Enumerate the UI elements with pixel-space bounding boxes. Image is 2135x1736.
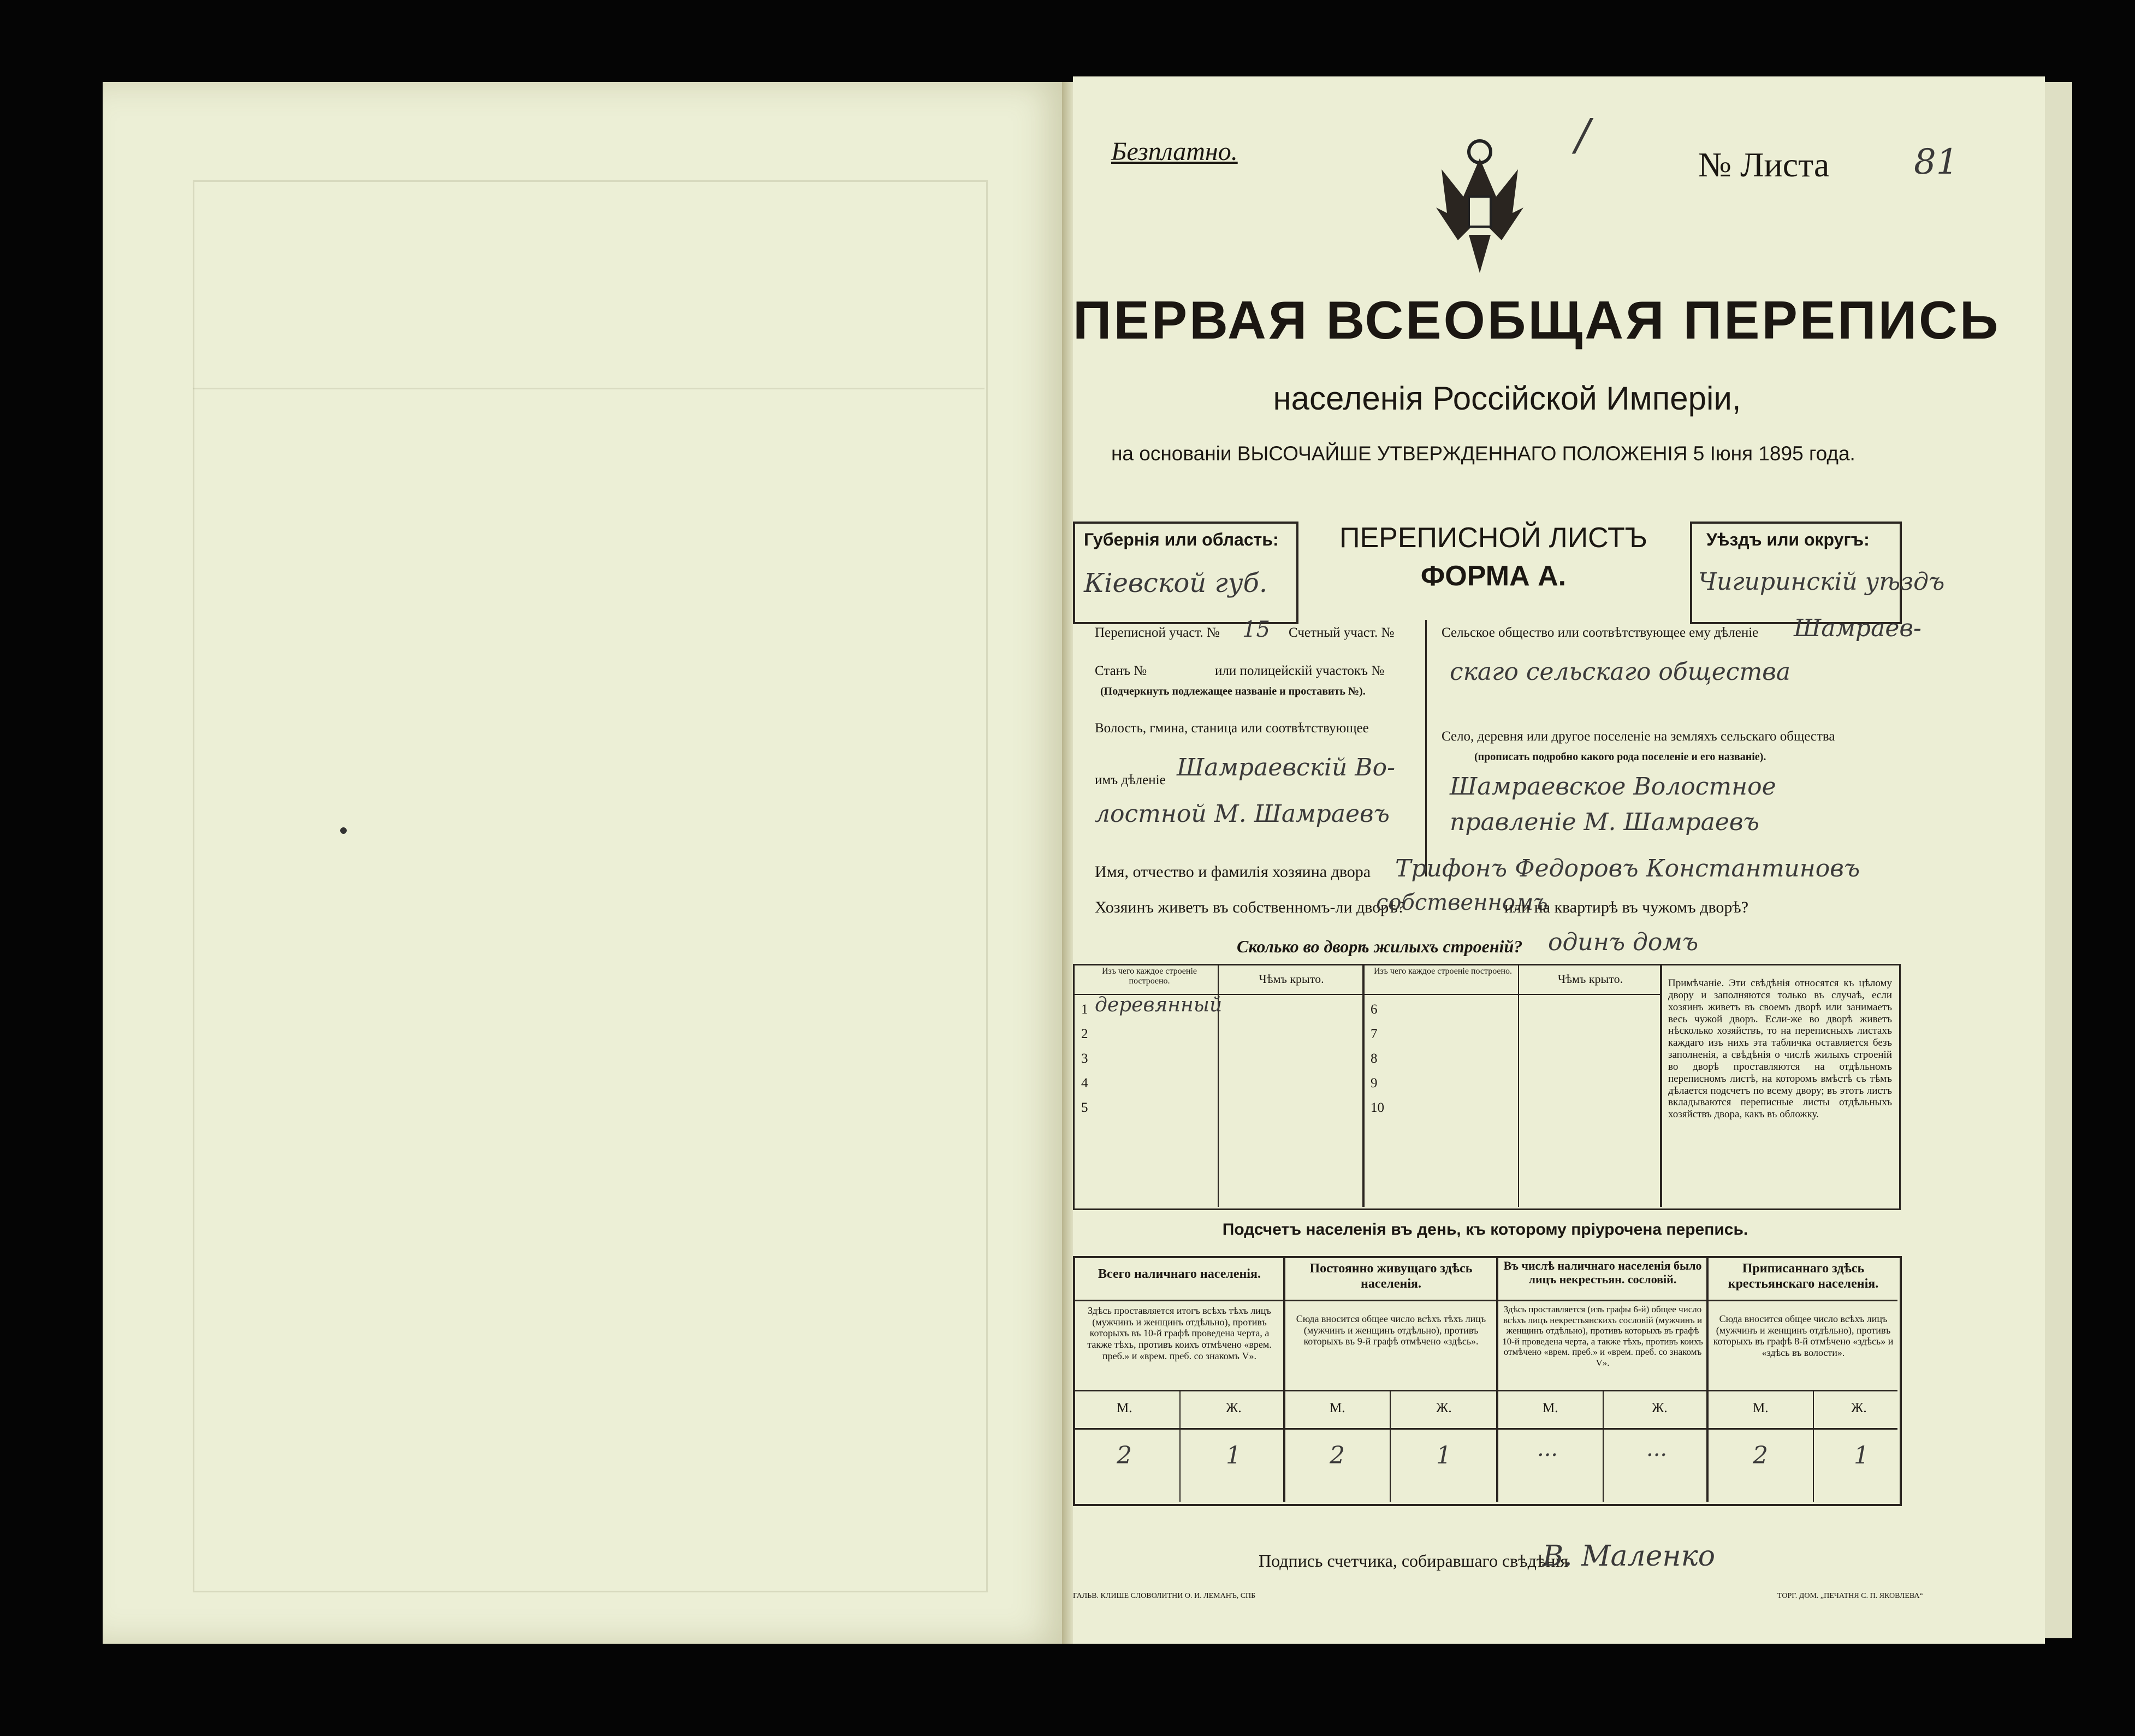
count-rule bbox=[1073, 1428, 1897, 1430]
male-label: М. bbox=[1117, 1401, 1132, 1415]
male-label: М. bbox=[1753, 1401, 1769, 1415]
count-desc: Сюда вносится общее число всѣхъ тѣхъ лицъ (мужчинъ и женщинъ отдѣльно), противъ которыхъ въ 9-й графѣ отмѣчено «здѣсь». bbox=[1296, 1313, 1486, 1347]
district-label: Уѣздъ или округъ: bbox=[1706, 530, 1870, 549]
col-divider bbox=[1518, 964, 1519, 1207]
count-divider bbox=[1706, 1256, 1709, 1502]
field-divider bbox=[1425, 620, 1427, 876]
census-subtitle: населенія Россійской Имперіи, bbox=[1273, 380, 1741, 417]
count-desc: Здѣсь проставляется итогъ всѣхъ тѣхъ лицъ (мужчинъ и женщинъ отдѣльно), противъ которыхъ въ 10-й графѣ проведена черта, а также тѣхъ, противъ коихъ отмѣчено «врем. преб.» и «врем. преб. со знакомъ V». bbox=[1087, 1305, 1272, 1361]
form-subtitle: ФОРМА А. bbox=[1420, 560, 1567, 592]
count-value: 2 bbox=[1753, 1442, 1768, 1470]
count-value: 1 bbox=[1436, 1442, 1451, 1470]
owner-value: Трифонъ Федоровъ Константиновъ bbox=[1395, 855, 1860, 882]
roofed-header: Чѣмъ крыто. bbox=[1259, 972, 1324, 986]
society-label: Сельское общество или соотвѣтствующее ему дѣленіе bbox=[1442, 625, 1759, 640]
count-divider bbox=[1496, 1256, 1498, 1502]
count-rule bbox=[1073, 1300, 1897, 1301]
mf-divider bbox=[1603, 1390, 1604, 1502]
buildings-value: одинъ домъ bbox=[1548, 928, 1699, 956]
row-number: 7 bbox=[1371, 1027, 1378, 1041]
province-value: Кіевской губ. bbox=[1084, 568, 1268, 599]
census-area-label: Переписной участ. № bbox=[1095, 625, 1220, 640]
count-desc: Сюда вносится общее число всѣхъ лицъ (мужчинъ и женщинъ отдѣльно), противъ которыхъ въ графѣ 8-й отмѣчено «здѣсь» и «здѣсь въ волости». bbox=[1713, 1313, 1894, 1359]
owner-lives-label: Хозяинъ живетъ въ собственномъ-ли дворѣ? bbox=[1095, 898, 1405, 916]
sheet-number-label: № Листа bbox=[1698, 145, 1830, 184]
built-of-header: Изъ чего каждое строеніе построено. bbox=[1101, 967, 1197, 986]
count-value: 2 bbox=[1330, 1442, 1345, 1470]
count-desc: Здѣсь проставляется (изъ графы 6-й) общее число всѣхъ лицъ некрестьянскихъ сословій (мужчинъ и женщинъ отдѣльно), противъ которыхъ въ графѣ 10-й проведена черта, а также тѣхъ, противъ коихъ отмѣчено «врем. преб.» и «врем. преб. со знакомъ V». bbox=[1502, 1304, 1703, 1368]
owner-lives-value: собственномъ bbox=[1376, 890, 1548, 915]
page-edges bbox=[2042, 82, 2072, 1638]
row-number: 2 bbox=[1081, 1027, 1088, 1041]
row-number: 5 bbox=[1081, 1100, 1088, 1115]
count-value: 1 bbox=[1854, 1442, 1869, 1470]
owner-label: Имя, отчество и фамилія хозяина двора bbox=[1095, 863, 1371, 881]
count-header-nonpeasant: Въ числѣ наличнаго населенія было лицъ некрестьян. сословій. bbox=[1503, 1259, 1702, 1287]
male-label: М. bbox=[1330, 1401, 1345, 1415]
row-number: 10 bbox=[1371, 1100, 1384, 1115]
built-of-header-2: Изъ чего каждое строеніе построено. bbox=[1373, 967, 1513, 976]
stan-label: Станъ № bbox=[1095, 663, 1147, 678]
census-basis: на основаніи ВЫСОЧАЙШЕ УТВЕРЖДЕННАГО ПОЛОЖЕНІЯ 5 Іюня 1895 года. bbox=[1111, 442, 1855, 465]
row-number: 8 bbox=[1371, 1051, 1378, 1066]
mf-divider bbox=[1179, 1390, 1181, 1502]
society-value-2: скаго сельскаго общества bbox=[1450, 658, 1791, 686]
count-value: ... bbox=[1646, 1436, 1668, 1461]
mf-divider bbox=[1390, 1390, 1391, 1502]
count-title: Подсчетъ населенія въ день, къ которому пріурочена перепись. bbox=[1222, 1220, 1748, 1239]
count-divider bbox=[1283, 1256, 1285, 1502]
province-label: Губернія или область: bbox=[1084, 530, 1279, 549]
pencil-tick: / bbox=[1575, 109, 1590, 160]
signature-label: Подпись счетчика, собиравшаго свѣдѣнія bbox=[1259, 1551, 1569, 1571]
village-note: (прописать подробно какого рода поселеніе и его названіе). bbox=[1474, 751, 1766, 763]
underline-note: (Подчеркнуть подлежащее названіе и проставить №). bbox=[1100, 685, 1366, 697]
buildings-label: Сколько во дворѣ жилыхъ строеній? bbox=[1237, 937, 1523, 956]
count-header-total: Всего наличнаго населенія. bbox=[1098, 1267, 1261, 1281]
row-number: 4 bbox=[1081, 1076, 1088, 1091]
village-value-2: правленіе М. Шамраевъ bbox=[1450, 808, 1759, 836]
count-value: ... bbox=[1537, 1436, 1558, 1461]
society-value-1: Шамраев- bbox=[1794, 614, 1922, 642]
show-through-line bbox=[193, 388, 985, 389]
volost-label-2: имъ дѣленіе bbox=[1095, 773, 1166, 787]
district-value: Чигиринскій уѣздъ bbox=[1698, 568, 1945, 596]
count-value: 1 bbox=[1226, 1442, 1241, 1470]
volost-label: Волость, гмина, станица или соотвѣтствующее bbox=[1095, 721, 1369, 736]
count-value: 2 bbox=[1117, 1442, 1132, 1470]
table-divider bbox=[1660, 964, 1662, 1207]
mf-divider bbox=[1813, 1390, 1814, 1502]
table-divider bbox=[1362, 964, 1365, 1207]
row-number: 9 bbox=[1371, 1076, 1378, 1091]
male-label: М. bbox=[1543, 1401, 1558, 1415]
show-through-frame bbox=[193, 180, 988, 1592]
volost-value-1: Шамраевскій Во- bbox=[1177, 754, 1395, 781]
female-label: Ж. bbox=[1652, 1401, 1668, 1415]
ink-dot bbox=[340, 827, 347, 834]
count-header-peasant: Приписаннаго здѣсь крестьянскаго населенія. bbox=[1728, 1261, 1879, 1291]
imperial-eagle-emblem bbox=[1431, 137, 1529, 284]
rent-label: или на квартирѣ въ чужомъ дворѣ? bbox=[1504, 898, 1749, 916]
roofed-header-2: Чѣмъ крыто. bbox=[1557, 972, 1623, 986]
signature-value: В. Маленко bbox=[1543, 1540, 1716, 1573]
printer-right: ТОРГ. ДОМ. „ПЕЧАТНЯ С. П. ЯКОВЛЕВА“ bbox=[1777, 1592, 1923, 1600]
census-form-page bbox=[1073, 76, 2045, 1644]
row-1-value: деревянный bbox=[1095, 994, 1223, 1016]
census-area-value: 15 bbox=[1242, 617, 1270, 642]
sheet-number-value: 81 bbox=[1914, 142, 1959, 182]
buildings-note: Примѣчаніе. Эти свѣдѣнія относятся къ цѣлому двору и заполняются только въ случаѣ, если хозяинъ живетъ въ своемъ дворѣ или занимаетъ весь чужой дворъ. Если-же во дворѣ живетъ нѣсколько хозяйствъ, то на переписныхъ листахъ каждаго изъ нихъ эта табличка оставляется безъ заполненія, а свѣдѣнія о числѣ жилыхъ строеній во дворѣ проставляются на отдѣльномъ переписномъ листѣ, на которомъ вмѣстѣ съ тѣмъ дѣлается подсчетъ по всему двору; въ этотъ листъ вкладываются переписные листы отдѣльныхъ хозяйствъ двора, какъ въ обложку. bbox=[1668, 977, 1892, 1121]
free-label: Безплатно. bbox=[1111, 137, 1238, 166]
left-page bbox=[103, 82, 1069, 1644]
form-title: ПЕРЕПИСНОЙ ЛИСТЪ bbox=[1339, 522, 1647, 554]
printer-left: ГАЛЬВ. КЛИШЕ СЛОВОЛИТНИ О. И. ЛЕМАНЪ, СПБ bbox=[1073, 1592, 1256, 1600]
census-title: ПЕРВАЯ ВСЕОБЩАЯ ПЕРЕПИСЬ bbox=[1073, 290, 2001, 350]
count-rule bbox=[1073, 1390, 1897, 1391]
volost-value-2: лостной М. Шамраевъ bbox=[1095, 800, 1390, 828]
count-area-label: Счетный участ. № bbox=[1289, 625, 1395, 640]
village-value-1: Шамраевское Волостное bbox=[1450, 773, 1776, 801]
row-number: 1 bbox=[1081, 1002, 1088, 1017]
female-label: Ж. bbox=[1226, 1401, 1242, 1415]
village-label: Село, деревня или другое поселеніе на земляхъ сельскаго общества bbox=[1442, 729, 1835, 744]
count-header-permanent: Постоянно живущаго здѣсь населенія. bbox=[1309, 1261, 1473, 1291]
female-label: Ж. bbox=[1851, 1401, 1867, 1415]
row-number: 6 bbox=[1371, 1002, 1378, 1017]
count-table bbox=[1073, 1256, 1902, 1506]
police-label: или полицейскій участокъ № bbox=[1215, 663, 1385, 678]
female-label: Ж. bbox=[1436, 1401, 1452, 1415]
row-number: 3 bbox=[1081, 1051, 1088, 1066]
